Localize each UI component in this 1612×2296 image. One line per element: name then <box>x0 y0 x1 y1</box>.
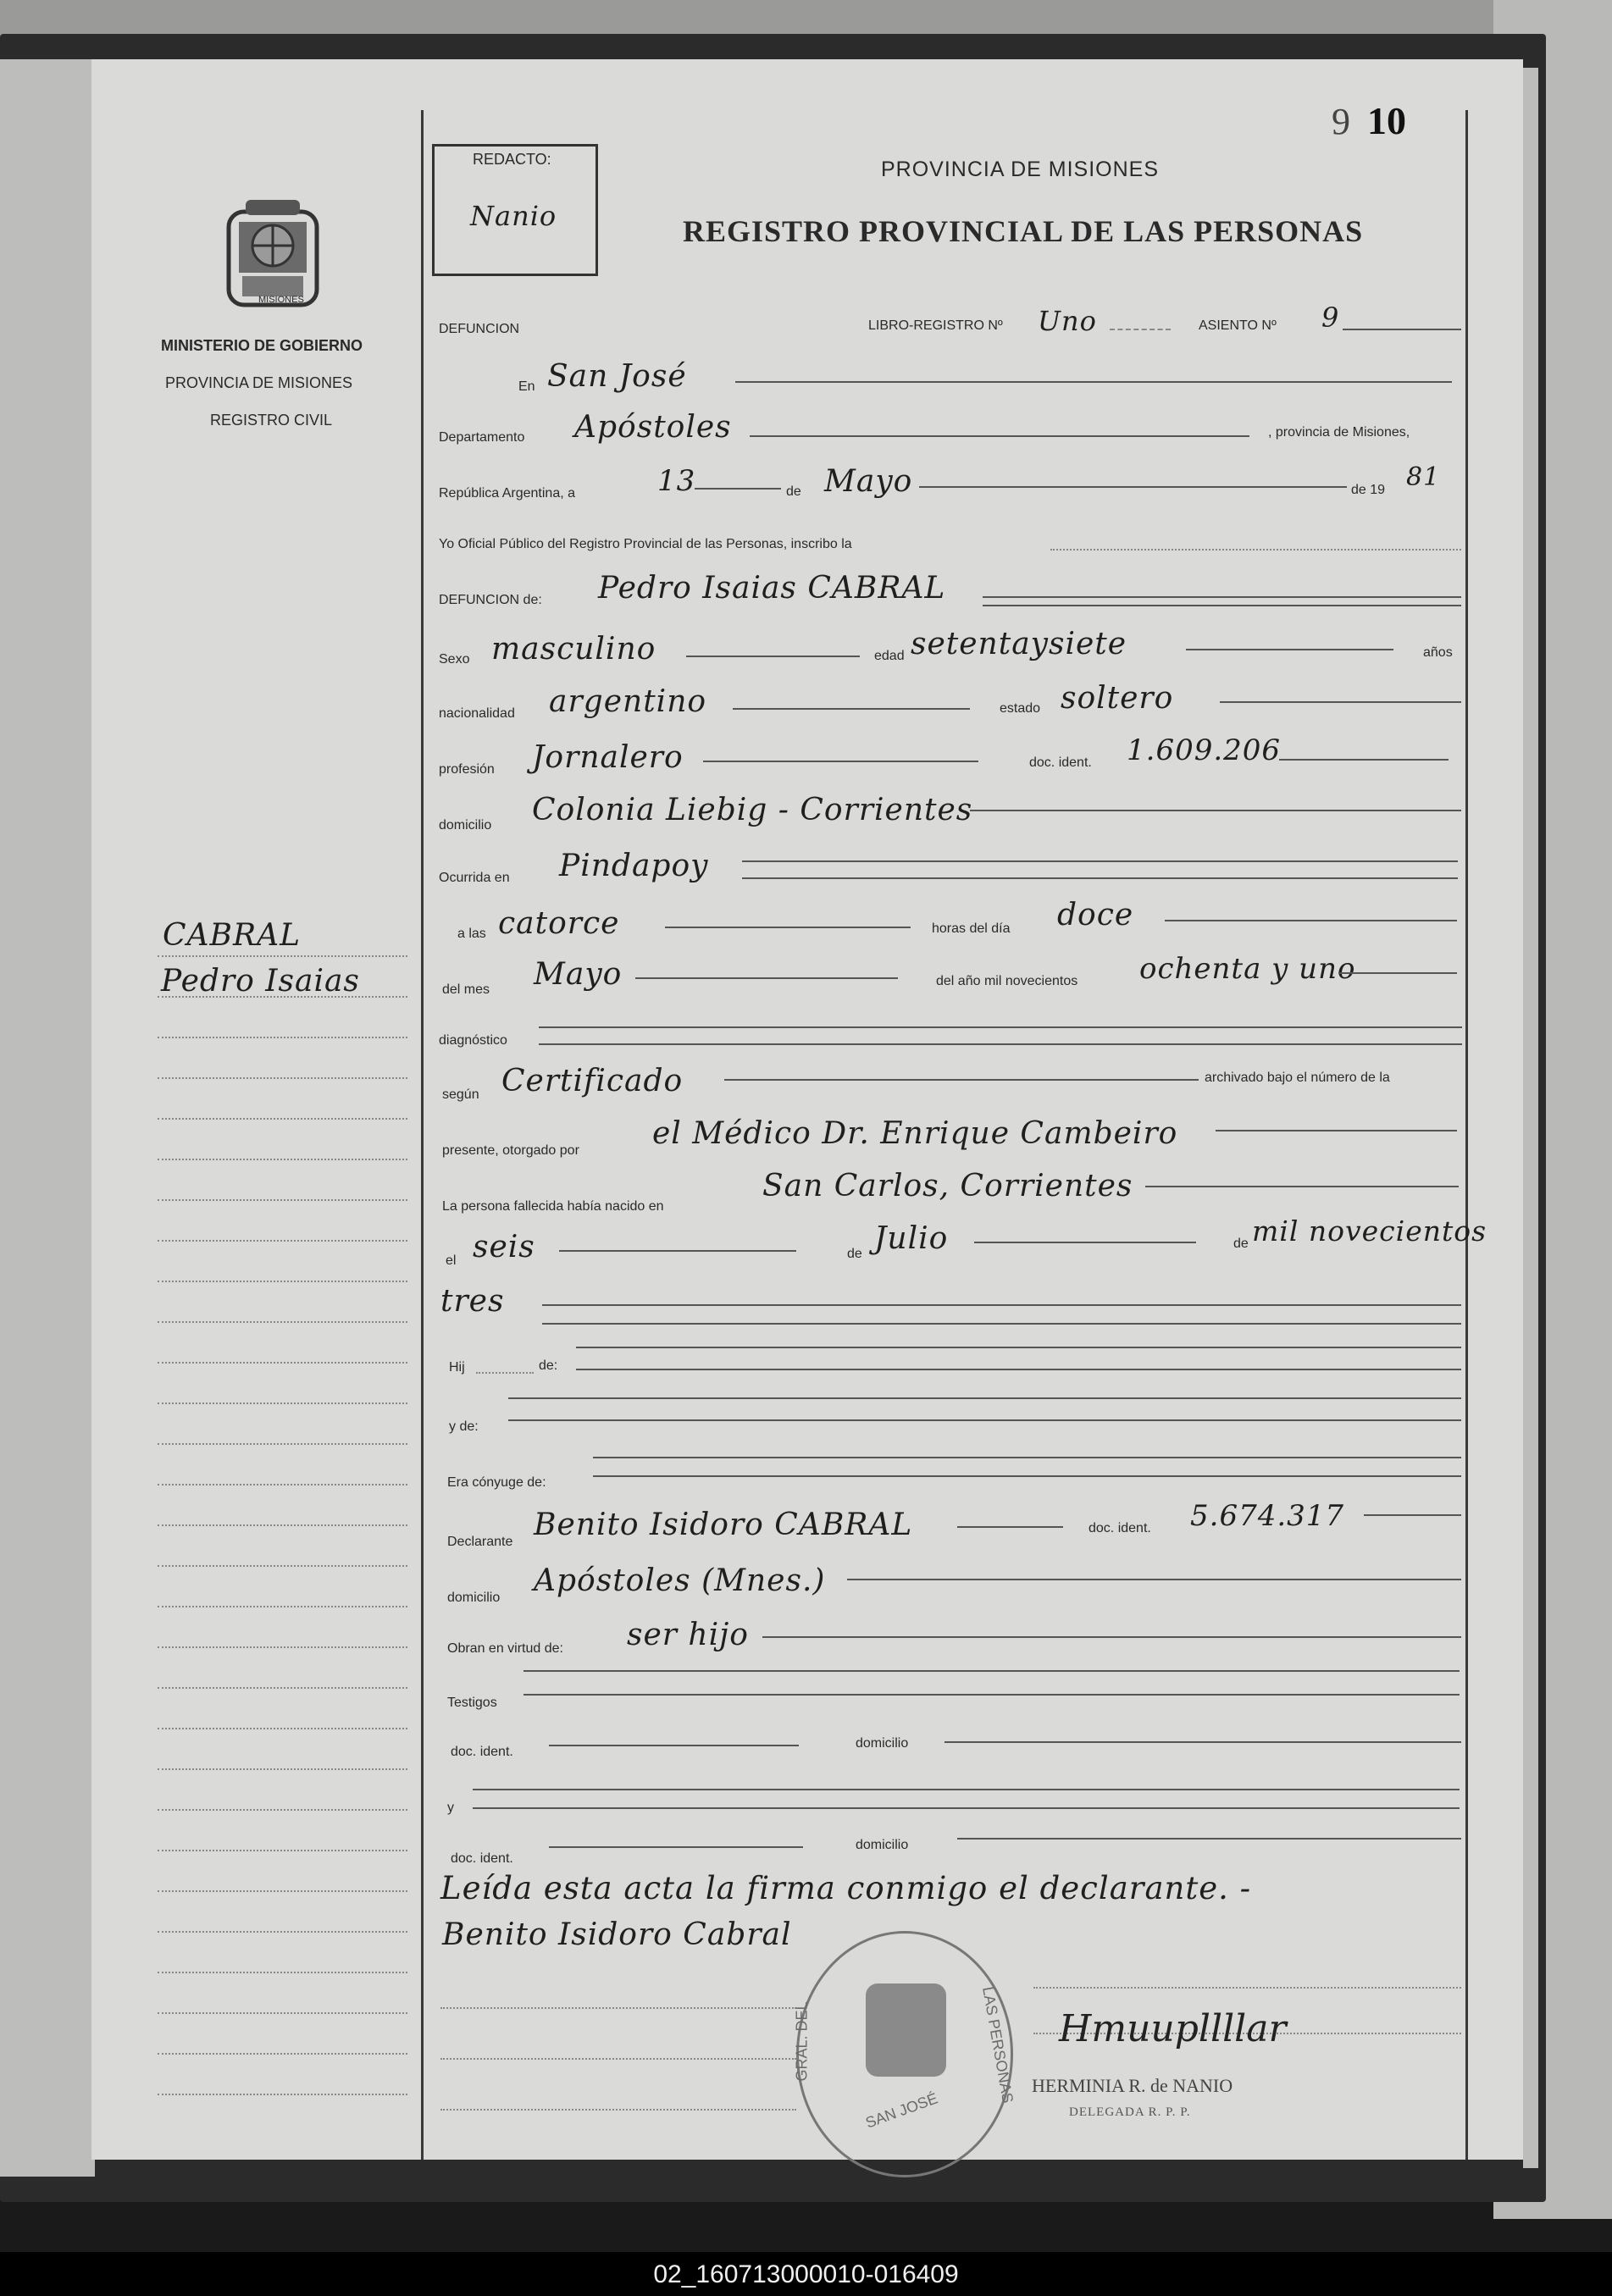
conyuge-rule <box>593 1457 1461 1458</box>
margin-note-line <box>158 1809 407 1811</box>
de3-label: de <box>1233 1237 1249 1251</box>
en-label: En <box>518 379 535 394</box>
day-value: 13 <box>657 464 696 498</box>
libro-label: LIBRO-REGISTRO Nº <box>868 318 1003 333</box>
edad-value: setentaysiete <box>911 627 1127 661</box>
testigos-label: Testigos <box>447 1696 497 1710</box>
y-de-label: y de: <box>449 1419 479 1434</box>
redacto-name: Nanio <box>470 200 557 232</box>
nacionalidad-rule <box>733 708 970 710</box>
asiento-label: ASIENTO Nº <box>1199 318 1277 333</box>
hij-label: Hij <box>449 1360 465 1375</box>
el-rule <box>559 1250 796 1252</box>
declarante-rule <box>957 1526 1063 1528</box>
t-y-label: y <box>447 1801 454 1815</box>
departamento-label: Departamento <box>439 430 525 445</box>
t-doc2-rule <box>549 1846 803 1848</box>
header-province: PROVINCIA DE MISIONES <box>881 158 1160 181</box>
hij-de-rule <box>576 1347 1461 1348</box>
presente-value: el Médico Dr. Enrique Cambeiro <box>652 1116 1178 1151</box>
declarant-signature: Benito Isidoro Cabral <box>442 1917 792 1952</box>
form-left-border <box>421 110 424 2160</box>
deceased-name: Pedro Isaias CABRAL <box>598 571 946 606</box>
margin-note-line <box>158 2012 407 2014</box>
oficial-label: Yo Oficial Público del Registro Provincial de las Personas, inscribo la <box>439 537 852 551</box>
nacionalidad-value: argentino <box>549 684 707 719</box>
margin-note-line <box>158 1321 407 1323</box>
margin-note-line <box>158 1362 407 1364</box>
sexo-rule <box>686 656 860 657</box>
ministry-line2: PROVINCIA DE MISIONES <box>165 374 353 391</box>
t-y-rule-2 <box>473 1807 1460 1809</box>
tres-rule-2 <box>542 1323 1461 1325</box>
ministry-line1: MINISTERIO DE GOBIERNO <box>161 337 363 354</box>
mes-value: Mayo <box>534 957 623 992</box>
margin-note-line <box>158 1646 407 1648</box>
defuncion-de-label: DEFUNCION de: <box>439 593 542 607</box>
doc-ident-value: 1.609.206 <box>1127 733 1282 767</box>
segun-rule <box>724 1079 1199 1081</box>
nacionalidad-label: nacionalidad <box>439 706 515 721</box>
testigos-rule-2 <box>523 1670 1460 1672</box>
asiento-rule <box>1343 329 1461 330</box>
tres-value: tres <box>440 1284 505 1319</box>
record-type-label: DEFUNCION <box>439 322 520 336</box>
ocurrida-label: Ocurrida en <box>439 871 510 885</box>
presente-rule <box>1216 1130 1457 1131</box>
signature-line <box>440 2109 796 2111</box>
t-y-rule <box>473 1789 1460 1790</box>
domicilio-rule <box>970 810 1461 811</box>
oficial-rule <box>1050 549 1461 550</box>
domicilio-label: domicilio <box>439 818 492 833</box>
doc-ident-rule <box>1279 759 1449 761</box>
official-name: HERMINIA R. de NANIO <box>1032 2075 1233 2096</box>
diagnostico-rule-2 <box>539 1043 1462 1045</box>
margin-note-line <box>158 2094 407 2095</box>
left-page-strip <box>0 59 95 2177</box>
decl-domicilio-label: domicilio <box>447 1591 501 1605</box>
stamp-text-right: LAS PERSONAS <box>979 1985 1017 2105</box>
margin-given-names: Pedro Isaias <box>161 964 360 999</box>
t-doc2-label: doc. ident. <box>451 1851 513 1866</box>
margin-note-line <box>158 1281 407 1282</box>
nacido-value: San Carlos, Corrientes <box>762 1169 1133 1203</box>
de3-value: mil novecientos <box>1252 1214 1487 1248</box>
stamp-text-left: GRAL. DEL <box>793 2001 811 2082</box>
de2-label: de <box>847 1247 862 1261</box>
margin-note-line <box>158 1850 407 1851</box>
edad-label: edad <box>874 649 905 663</box>
margin-note-line <box>158 996 407 998</box>
ocurrida-rule <box>742 860 1458 862</box>
margin-note-line <box>158 1565 407 1567</box>
margin-note-line <box>158 1118 407 1120</box>
margin-note-line <box>158 1484 407 1485</box>
republica-label: República Argentina, a <box>439 486 575 501</box>
y-de-rule <box>508 1397 1461 1399</box>
ano-value: ochenta y uno <box>1139 952 1356 986</box>
page-number: 9 <box>1332 101 1350 142</box>
diagnostico-label: diagnóstico <box>439 1033 507 1048</box>
day-rule <box>695 488 781 490</box>
official-role: DELEGADA R. P. P. <box>1069 2105 1191 2119</box>
hij-rule <box>476 1372 534 1374</box>
form-right-border <box>1465 110 1468 2160</box>
asiento-value: 9 <box>1321 302 1340 334</box>
decl-domicilio-value: Apóstoles (Mnes.) <box>534 1563 826 1598</box>
margin-note-line <box>158 955 407 957</box>
mes-rule <box>635 977 898 979</box>
en-rule <box>735 381 1452 383</box>
obran-rule <box>762 1636 1461 1638</box>
declarante-label: Declarante <box>447 1535 513 1549</box>
anos-label: años <box>1423 645 1453 660</box>
del-ano-label: del año mil novecientos <box>936 974 1078 988</box>
domicilio-value: Colonia Liebig - Corrientes <box>532 793 973 827</box>
estado-rule <box>1220 701 1461 703</box>
t-dom1-label: domicilio <box>856 1736 909 1751</box>
obran-value: ser hijo <box>627 1618 749 1652</box>
presente-label: presente, otorgado por <box>442 1143 579 1158</box>
libro-value: Uno <box>1038 305 1097 337</box>
t-dom2-label: domicilio <box>856 1838 909 1852</box>
seal-caption: MISIONES <box>258 295 304 305</box>
ocurrida-value: Pindapoy <box>559 849 709 883</box>
t-doc1-rule <box>549 1745 799 1746</box>
official-signature: Hmuupllllar <box>1059 2007 1287 2050</box>
deceased-rule-2 <box>983 605 1461 606</box>
t-doc1-label: doc. ident. <box>451 1745 513 1759</box>
segun-value: Certificado <box>501 1064 684 1098</box>
sexo-label: Sexo <box>439 652 470 667</box>
month-rule <box>919 486 1347 488</box>
signature-line <box>440 2058 796 2060</box>
margin-note-line <box>158 1199 407 1201</box>
en-value: San José <box>547 359 687 394</box>
conyuge-rule-2 <box>593 1475 1461 1477</box>
margin-note-line <box>158 1890 407 1892</box>
page-edge <box>1523 68 1538 2168</box>
margin-note-line <box>158 1402 407 1404</box>
diagnostico-rule <box>539 1026 1462 1028</box>
signature-line <box>1033 1987 1461 1989</box>
page-number-overwrite: 10 <box>1367 99 1406 142</box>
redacto-label: REDACTO: <box>473 151 551 168</box>
y-de-rule-2 <box>508 1419 1461 1421</box>
sexo-value: masculino <box>491 632 656 667</box>
de2-rule <box>974 1242 1196 1243</box>
el-value: seis <box>473 1230 535 1264</box>
a-las-rule <box>665 927 911 928</box>
ocurrida-rule-2 <box>742 877 1458 879</box>
el-label: el <box>446 1253 457 1268</box>
doc-ident-label: doc. ident. <box>1029 755 1092 770</box>
profesion-label: profesión <box>439 762 495 777</box>
decl-domicilio-rule <box>847 1579 1461 1580</box>
t-dom2-rule <box>957 1838 1461 1840</box>
profesion-value: Jornalero <box>532 740 684 775</box>
margin-note-line <box>158 1524 407 1526</box>
archivado-label: archivado bajo el número de la <box>1205 1071 1390 1085</box>
year-value: 81 <box>1406 462 1441 492</box>
header-title: REGISTRO PROVINCIAL DE LAS PERSONAS <box>683 214 1364 248</box>
profesion-rule <box>703 761 978 762</box>
month-value: Mayo <box>824 464 913 499</box>
departamento-value: Apóstoles <box>574 410 732 445</box>
edad-rule <box>1186 649 1393 650</box>
ministry-line3: REGISTRO CIVIL <box>210 412 333 429</box>
image-caption: 02_160713000010-016409 <box>653 2260 959 2288</box>
segun-label: según <box>442 1087 479 1102</box>
testigos-rule <box>523 1694 1460 1696</box>
margin-note-line <box>158 1606 407 1607</box>
estado-label: estado <box>1000 701 1041 716</box>
signature-line <box>440 2007 796 2009</box>
tres-rule <box>542 1304 1461 1306</box>
margin-note-line <box>158 1931 407 1933</box>
margin-note-line <box>158 1768 407 1770</box>
margin-note-line <box>158 1972 407 1973</box>
conyuge-label: Era cónyuge de: <box>447 1475 546 1490</box>
provincia-label: , provincia de Misiones, <box>1268 425 1410 440</box>
stamp-emblem-icon <box>866 1983 946 2077</box>
closing-note: Leída esta acta la firma conmigo el declarante. - <box>440 1870 1252 1906</box>
margin-note-line <box>158 1037 407 1038</box>
month-de-label: de <box>786 484 801 499</box>
obran-label: Obran en virtud de: <box>447 1641 563 1656</box>
libro-rule <box>1110 329 1171 330</box>
ano-rule <box>1338 972 1457 974</box>
margin-note-line <box>158 1240 407 1242</box>
departamento-rule <box>750 435 1249 437</box>
margin-note-line <box>158 2053 407 2055</box>
hij-de-rule-2 <box>576 1369 1461 1370</box>
del-mes-label: del mes <box>442 982 490 997</box>
de2-value: Julio <box>874 1221 949 1256</box>
decl-doc-value: 5.674.317 <box>1190 1499 1345 1533</box>
declarante-value: Benito Isidoro CABRAL <box>534 1508 913 1542</box>
margin-note-line <box>158 1443 407 1445</box>
margin-note-line <box>158 1159 407 1160</box>
deceased-rule <box>983 596 1461 598</box>
horas-label: horas del día <box>932 921 1011 936</box>
a-las-value: catorce <box>498 906 620 941</box>
year-label: de 19 <box>1351 483 1386 497</box>
stamp-text-bottom: SAN JOSÉ <box>863 2089 940 2132</box>
a-las-label: a las <box>457 927 486 941</box>
margin-note-line <box>158 1077 407 1079</box>
nacido-label: La persona fallecida había nacido en <box>442 1199 664 1214</box>
dia-value: doce <box>1057 898 1134 932</box>
estado-value: soltero <box>1061 681 1174 716</box>
decl-doc-label: doc. ident. <box>1089 1521 1151 1535</box>
decl-doc-rule <box>1364 1514 1461 1516</box>
t-dom1-rule <box>944 1741 1461 1743</box>
nacido-rule <box>1145 1186 1459 1187</box>
margin-note-line <box>158 1728 407 1729</box>
margin-note-line <box>158 1687 407 1689</box>
dia-rule <box>1165 920 1457 921</box>
hij-de-label: de: <box>539 1358 558 1373</box>
margin-surname: CABRAL <box>163 918 302 953</box>
